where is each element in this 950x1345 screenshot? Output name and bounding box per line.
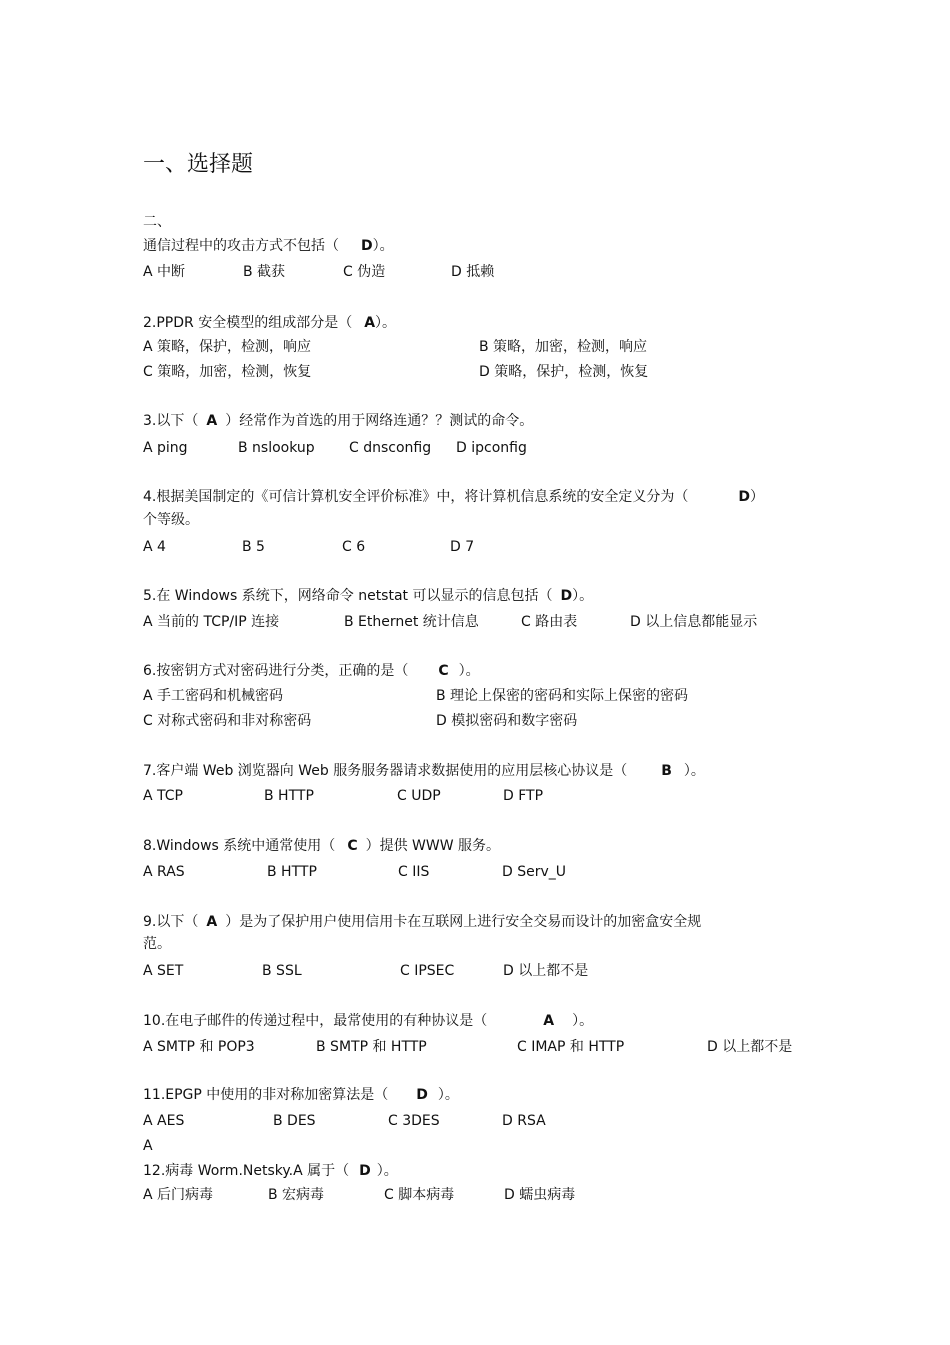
answer-2: A [364, 315, 376, 331]
option: C 策略，加密，检测，恢复 [143, 364, 312, 380]
option: D RSA [502, 1113, 546, 1129]
option: D 7 [450, 539, 475, 555]
option: B SMTP 和 HTTP [316, 1039, 427, 1055]
option: B Ethernet 统计信息 [344, 614, 479, 630]
option: C IMAP 和 HTTP [517, 1039, 625, 1055]
option: C 伪造 [343, 264, 386, 280]
answer-11: D [416, 1087, 428, 1103]
option: D 抵赖 [451, 264, 495, 280]
answer-3: A [206, 413, 218, 429]
answer-12: D [359, 1163, 371, 1179]
option: C 3DES [388, 1113, 440, 1129]
option: A 策略，保护，检测，响应 [143, 339, 312, 355]
question-1: 通信过程中的攻击方式不包括（ D）。 [143, 238, 394, 254]
option: D 蠕虫病毒 [504, 1187, 576, 1203]
question-3: 3.以下（ A ）经常作为首选的用于网络连通？？测试的命令。 [143, 413, 534, 429]
option: B 5 [242, 539, 265, 555]
option: D 模拟密码和数字密码 [436, 713, 578, 729]
answer-8: C [347, 838, 358, 854]
question-9: 9.以下（ A ）是为了保护用户使用信用卡在互联网上进行安全交易而设计的加密盒安全规 [143, 914, 702, 930]
question-11: 11.EPGP 中使用的非对称加密算法是（ D ）。 [143, 1087, 459, 1103]
option: C 脚本病毒 [384, 1187, 455, 1203]
option: B SSL [262, 963, 302, 979]
subheading: 二、 [143, 214, 171, 230]
option: C IIS [398, 864, 430, 880]
option: A AES [143, 1113, 185, 1129]
option: C dnsconfig [349, 440, 432, 456]
answer-1: D [361, 238, 373, 254]
question-7: 7.客户端 Web 浏览器向 Web 服务服务器请求数据使用的应用层核心协议是（ B ）。 [143, 763, 705, 779]
option: A SET [143, 963, 184, 979]
option: A 4 [143, 539, 166, 555]
section-heading: 一、选择题 [143, 152, 254, 177]
option: B DES [273, 1113, 316, 1129]
option: C 对称式密码和非对称密码 [143, 713, 312, 729]
option: D FTP [503, 788, 544, 804]
option: A ping [143, 440, 188, 456]
option: A 后门病毒 [143, 1187, 214, 1203]
question-9-continued: 范。 [143, 936, 171, 952]
option: B 策略，加密，检测，响应 [479, 339, 648, 355]
option: D 以上信息都能显示 [630, 614, 758, 630]
answer-6: C [438, 663, 449, 679]
option: A 手工密码和机械密码 [143, 688, 284, 704]
answer-5: D [560, 588, 573, 604]
option: B 宏病毒 [268, 1187, 325, 1203]
option: D 以上都不是 [707, 1039, 793, 1055]
question-4: 4.根据美国制定的《可信计算机安全评价标准》中，将计算机信息系统的安全定义分为（ D） [143, 489, 764, 505]
answer-4: D [738, 489, 750, 505]
option: D 以上都不是 [503, 963, 589, 979]
option: D ipconfig [456, 440, 527, 456]
option: B HTTP [267, 864, 317, 880]
answer-9: A [206, 914, 218, 930]
option: B 截获 [243, 264, 286, 280]
option: C 路由表 [521, 614, 578, 630]
stray-answer-note: A [143, 1138, 153, 1154]
question-6: 6.按密钥方式对密码进行分类，正确的是（ C ）。 [143, 663, 480, 679]
option: B HTTP [264, 788, 314, 804]
option: D 策略，保护，检测，恢复 [479, 364, 649, 380]
option: C 6 [342, 539, 366, 555]
question-2: 2.PPDR 安全模型的组成部分是（ A）。 [143, 315, 397, 331]
question-5: 5.在 Windows 系统下，网络命令 netstat 可以显示的信息包括（ D）。 [143, 588, 594, 604]
question-12: 12.病毒 Worm.Netsky.A 属于（ D ）。 [143, 1163, 398, 1179]
question-8: 8.Windows 系统中通常使用（ C ）提供 WWW 服务。 [143, 838, 501, 854]
option: A 当前的 TCP/IP 连接 [143, 614, 280, 630]
question-4-continued: 个等级。 [143, 512, 199, 528]
option: A TCP [143, 788, 183, 804]
option: B nslookup [238, 440, 315, 456]
option: B 理论上保密的密码和实际上保密的密码 [436, 688, 689, 704]
option: C IPSEC [400, 963, 455, 979]
question-10: 10.在电子邮件的传递过程中，最常使用的有种协议是（ A ）。 [143, 1013, 594, 1029]
answer-10: A [543, 1013, 555, 1029]
option: A 中断 [143, 264, 186, 280]
option: C UDP [397, 788, 441, 804]
option: D Serv_U [502, 864, 567, 880]
option: A RAS [143, 864, 185, 880]
answer-7: B [661, 763, 672, 779]
option: A SMTP 和 POP3 [143, 1039, 255, 1055]
